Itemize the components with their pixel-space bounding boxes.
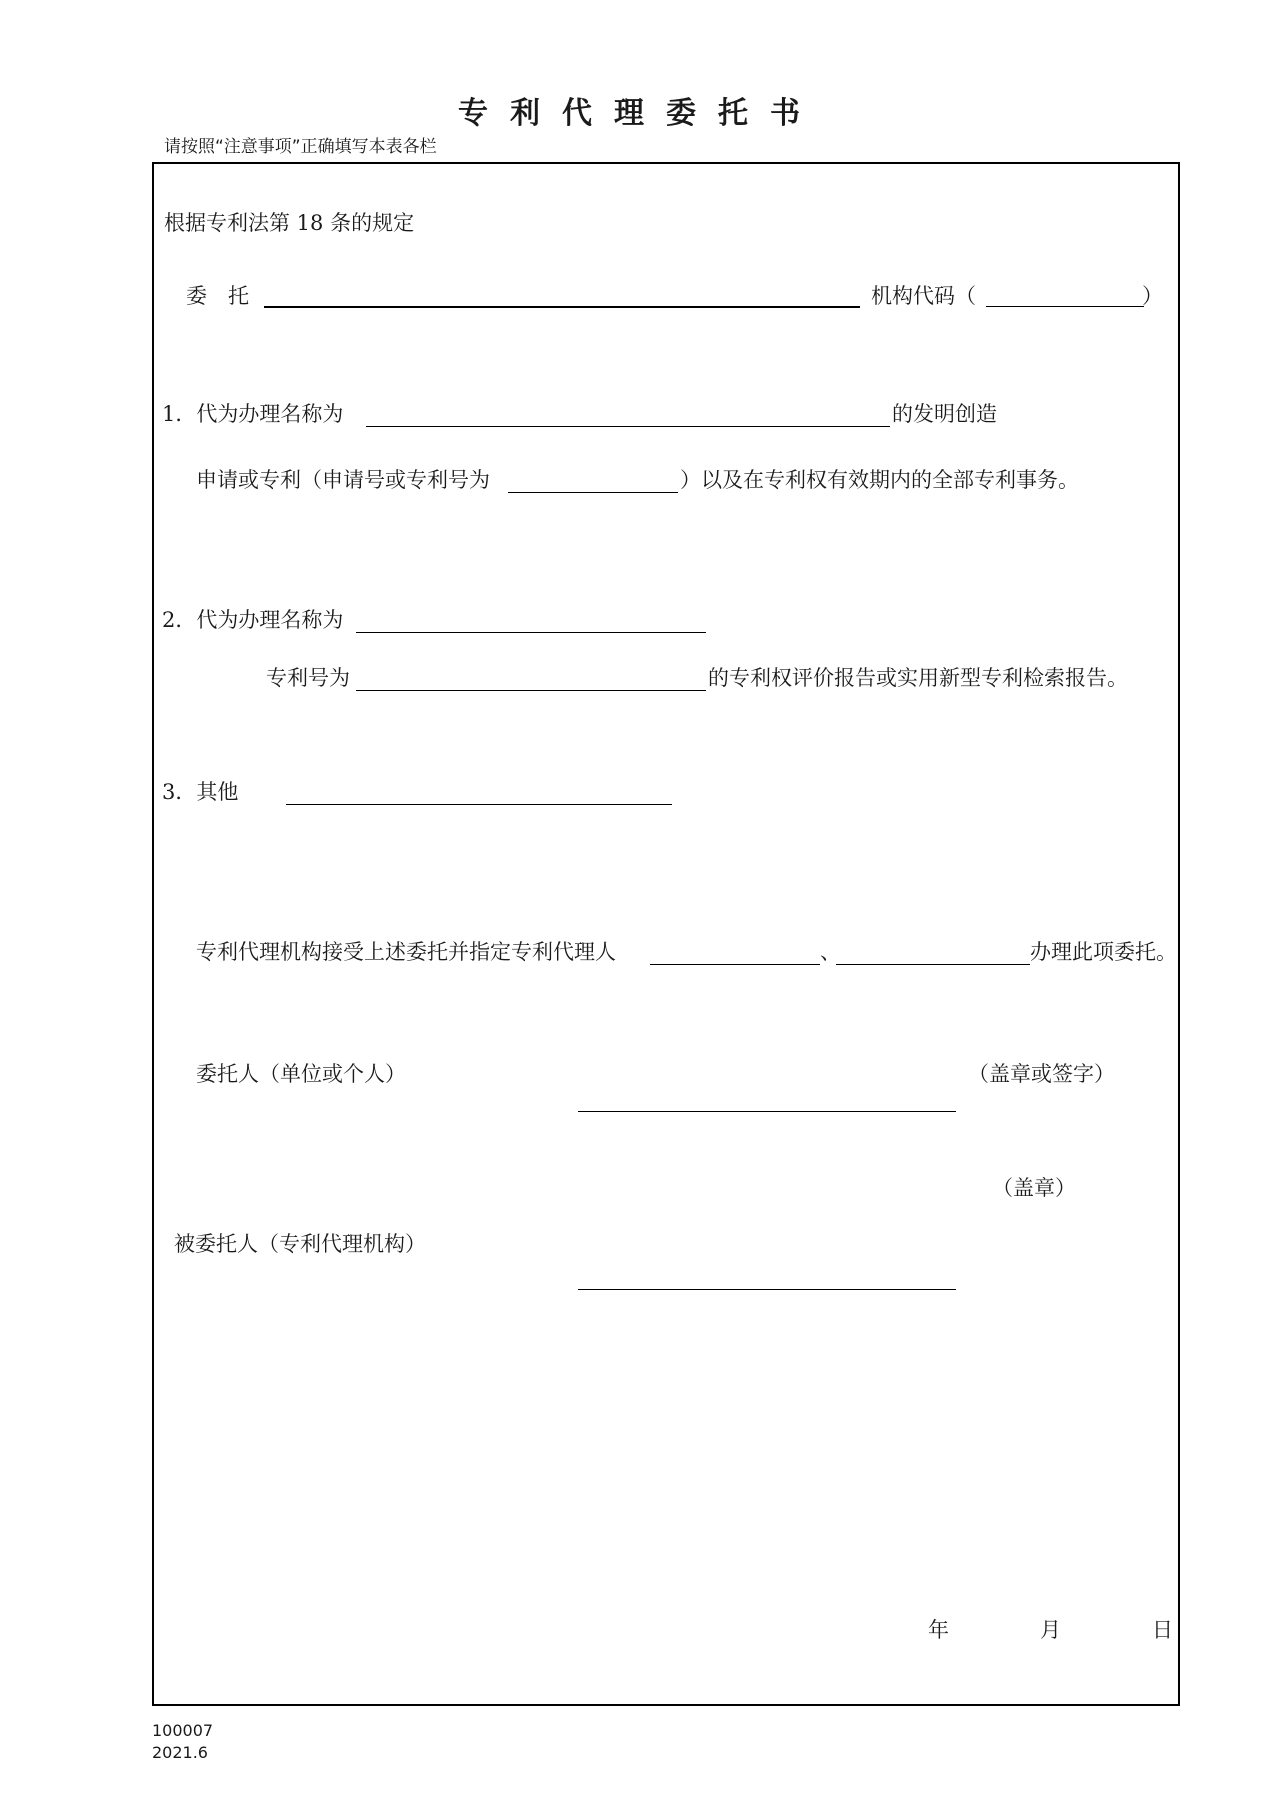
agent1-field[interactable] [650, 964, 820, 965]
date-day-label: 日 [1152, 1618, 1173, 1642]
org-code-field[interactable] [986, 306, 1144, 307]
patent-number-field[interactable] [356, 690, 706, 691]
item2-line2-prefix: 专利号为 [266, 666, 350, 690]
agent-label: 被委托人（专利代理机构） [174, 1232, 426, 1256]
agency-accept-separator: 、 [820, 940, 841, 964]
page-title: 专利代理委托书 [458, 96, 822, 131]
agent-seal-label: （盖章） [992, 1176, 1076, 1200]
principal-label: 委托人（单位或个人） [196, 1062, 406, 1086]
item1-line2-prefix: 申请或专利（申请号或专利号为 [196, 468, 490, 492]
item2-line2-suffix: 的专利权评价报告或实用新型专利检索报告。 [708, 666, 1128, 690]
date-month-label: 月 [1040, 1618, 1061, 1642]
org-code-label: 机构代码（ [871, 284, 976, 308]
item2-name-field[interactable] [356, 632, 706, 633]
item1-line2-suffix: ）以及在专利权有效期内的全部专利事务。 [680, 468, 1079, 492]
item1-name-field[interactable] [366, 426, 890, 427]
principal-signature-field[interactable] [578, 1111, 956, 1112]
agency-accept-suffix: 办理此项委托。 [1030, 940, 1177, 964]
form-frame [152, 162, 1180, 1706]
item2-label: 2．代为办理名称为 [162, 608, 344, 632]
agent-signature-field[interactable] [578, 1289, 956, 1290]
org-code-close: ） [1142, 284, 1163, 308]
item3-label: 3．其他 [162, 780, 239, 804]
fill-instruction: 请按照“注意事项”正确填写本表各栏 [164, 137, 437, 157]
item1-suffix: 的发明创造 [892, 402, 997, 426]
form-code: 100007 [152, 1721, 214, 1740]
agency-accept-prefix: 专利代理机构接受上述委托并指定专利代理人 [196, 940, 616, 964]
agent2-field[interactable] [836, 964, 1030, 965]
entrust-name-field[interactable] [264, 306, 860, 308]
legal-basis-text: 根据专利法第 18 条的规定 [164, 211, 415, 235]
application-number-field[interactable] [508, 492, 678, 493]
form-version: 2021.6 [152, 1743, 208, 1762]
item1-label: 1．代为办理名称为 [162, 402, 344, 426]
item3-other-field[interactable] [286, 804, 672, 805]
entrust-label: 委 托 [186, 284, 249, 308]
principal-seal-label: （盖章或签字） [968, 1062, 1115, 1086]
date-year-label: 年 [928, 1618, 949, 1642]
